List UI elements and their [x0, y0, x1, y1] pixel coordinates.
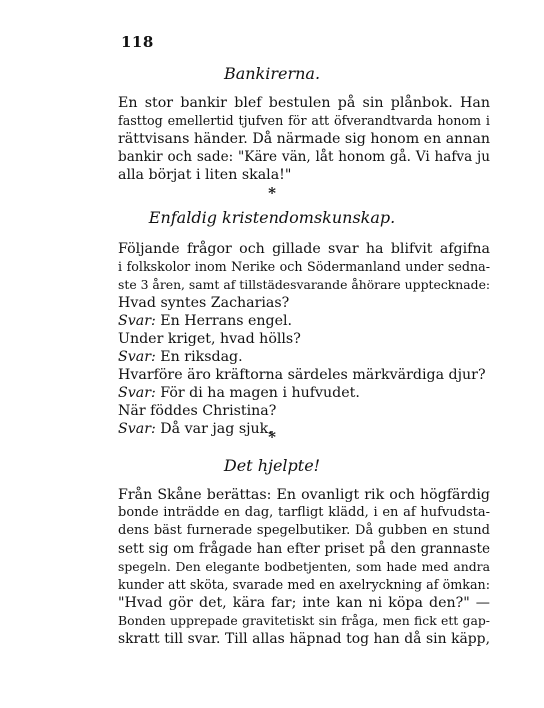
dialog-line: [118, 402, 490, 420]
dialog-line: [118, 294, 490, 312]
paragraph-line: alla börjat i liten skala!": [118, 167, 292, 183]
paragraph-line: Från Skåne berättas: En ovanligt rik och högfärdig: [118, 487, 490, 503]
dialog-label: Svar:: [118, 313, 156, 329]
dialog-text: Hvarföre äro kräftorna särdeles märkvärdiga djur?: [118, 367, 486, 383]
dialog-text: Hvad syntes Zacharias?: [118, 295, 290, 311]
dialog-label: Svar:: [118, 349, 156, 365]
paragraph-line: spegeln. Den elegante bodbetjenten, som hade med andra: [118, 559, 490, 574]
paragraph-line: rättvisans händer. Då närmade sig honom en annan: [118, 131, 491, 147]
paragraph-line: kunder att sköta, svarade med en axelryckning af ömkan:: [118, 577, 490, 592]
paragraph-line: Följande frågor och gillade svar ha blifvit afgifna: [118, 241, 490, 257]
paragraph-line: bonde inträdde en dag, tarfligt klädd, i en af hufvudsta-: [118, 505, 490, 520]
section-separator: *: [268, 428, 276, 446]
paragraph-line: bankir och sade: "Käre vän, låt honom gå. Vi hafva ju: [118, 149, 490, 165]
paragraph-line: Bonden upprepade gravitetiskt sin fråga, men fick ett gap-: [118, 613, 490, 628]
paragraph-line: fasttog emellertid tjufven för att öfverandtvarda honom i: [118, 113, 490, 128]
section-separator: *: [268, 184, 276, 202]
dialog-label: Svar:: [118, 385, 156, 401]
dialog-line: [118, 312, 490, 330]
paragraph-line: En stor bankir blef bestulen på sin plånbok. Han: [118, 95, 490, 111]
dialog-text: För di ha magen i hufvudet.: [160, 385, 360, 401]
dialog-line: [118, 348, 490, 366]
dialog-text: En Herrans engel.: [160, 313, 293, 329]
dialog-line: [118, 384, 490, 402]
paragraph-line: sett sig om frågade han efter priset på den grannaste: [118, 541, 490, 557]
dialog-text: Under kriget, hvad hölls?: [118, 331, 301, 347]
paragraph-line: ste 3 åren, samt af tillstädesvarande åhörare upptecknade:: [118, 277, 491, 292]
section-title-bankirerna: Bankirerna.: [223, 64, 321, 83]
dialog-text: När föddes Christina?: [118, 403, 277, 419]
paragraph-line: i folkskolor inom Nerike och Södermanland under sedna-: [118, 259, 490, 274]
section-title-enfaldig: Enfaldig kristendomskunskap.: [148, 208, 396, 227]
dialog-line: [118, 366, 490, 384]
page-number: 118: [121, 33, 154, 51]
dialog-text: Då var jag sjuk.: [160, 421, 273, 437]
paragraph-line: dens bäst furnerade spegelbutiker. Då gubben en stund: [118, 523, 490, 538]
paragraph-line: "Hvad gör det, kära far; inte kan ni köpa den?" —: [118, 595, 490, 611]
dialog-line: [118, 330, 490, 348]
paragraph-line: skratt till svar. Till allas häpnad tog han då sin käpp,: [118, 631, 490, 647]
dialog-text: En riksdag.: [160, 349, 243, 365]
dialog-label: Svar:: [118, 421, 156, 437]
section-title-det-hjelpte: Det hjelpte!: [223, 456, 321, 475]
